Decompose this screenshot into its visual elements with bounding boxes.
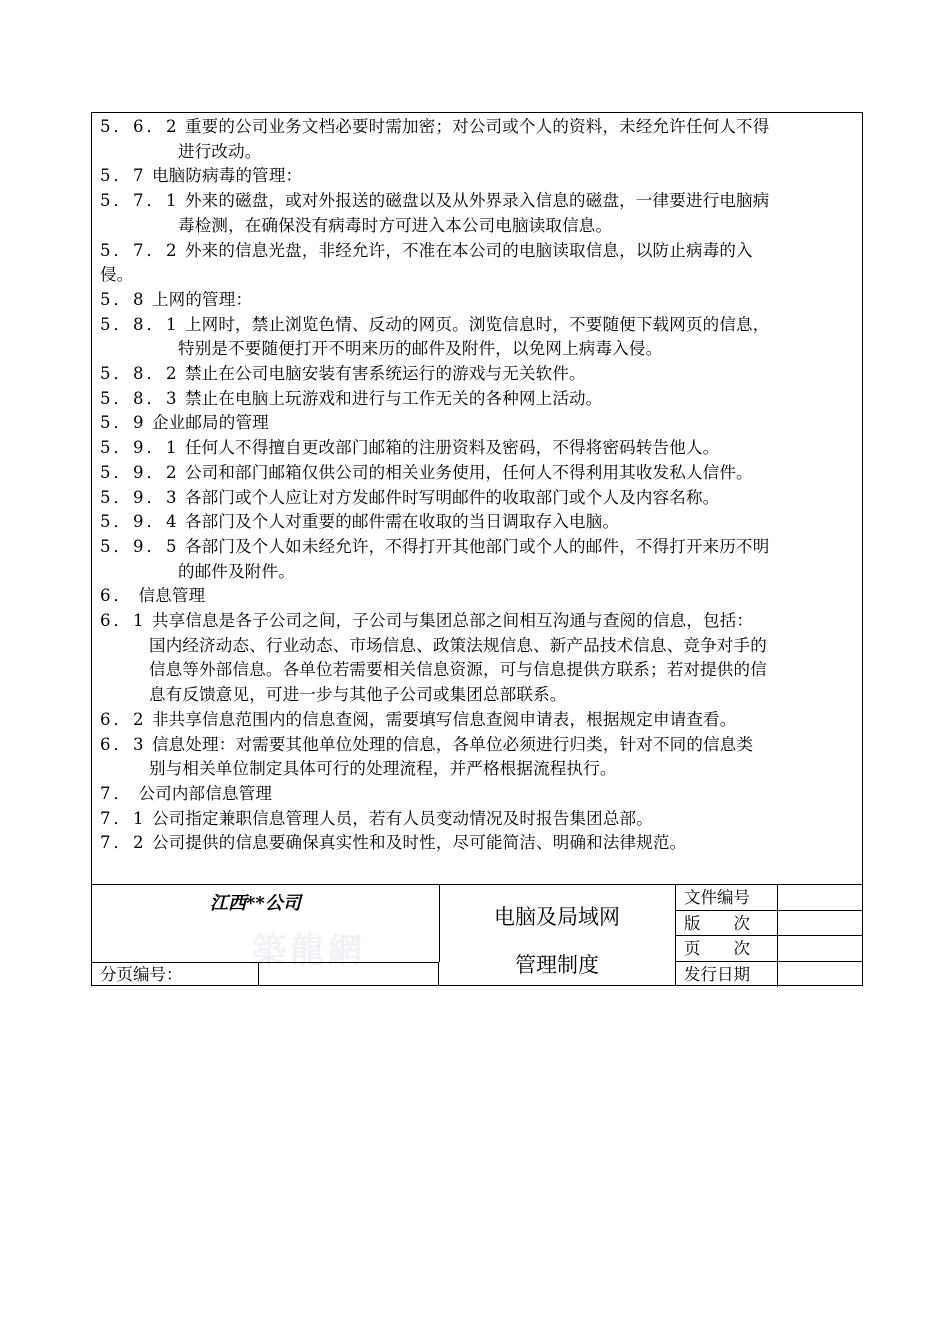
clause-number: 5．8．1	[100, 314, 180, 334]
subpage-number-value	[259, 962, 439, 986]
clause-number: 5．9	[100, 413, 147, 433]
document-line	[100, 461, 753, 485]
document-line	[100, 189, 769, 213]
document-line	[100, 510, 619, 534]
clause-text: 进行改动。	[178, 141, 262, 161]
meta-value	[778, 936, 862, 961]
meta-value	[778, 885, 862, 910]
document-line	[100, 436, 719, 460]
document-body	[92, 113, 862, 885]
clause-number: 5．8．2	[100, 364, 180, 383]
clause-number: 5．8．3	[100, 388, 180, 408]
document-line	[100, 288, 252, 312]
document-line	[100, 115, 769, 139]
clause-number: 7．2	[100, 833, 147, 853]
clause-number: 7．1	[100, 808, 147, 828]
document-title-line-1: 电脑及局域网	[494, 905, 620, 929]
clause-number: 5．9．4	[100, 512, 180, 532]
clause-text: 禁止在公司电脑安装有害系统运行的游戏与无关软件。	[184, 364, 586, 383]
clause-text: 信息处理：对需要其他单位处理的信息，各单位必须进行归类，针对不同的信息类	[151, 734, 754, 754]
meta-value	[778, 962, 862, 988]
document-line	[100, 782, 272, 806]
document-title-cell	[439, 885, 676, 986]
clause-number: 5．9．5	[100, 536, 180, 556]
clause-text: 企业邮局的管理	[151, 413, 269, 433]
clause-text: 各部门及个人对重要的邮件需在收取的当日调取存入电脑。	[184, 512, 620, 532]
document-line	[100, 362, 586, 386]
document-line	[100, 263, 133, 287]
document-line	[100, 609, 753, 633]
clause-number: 5．7	[100, 166, 147, 186]
document-line	[149, 683, 567, 707]
document-line	[100, 535, 769, 559]
meta-label: 版 次	[676, 911, 778, 936]
meta-label: 发行日期	[676, 962, 778, 988]
company-cell	[92, 885, 440, 971]
clause-text: 别与相关单位制定具体可行的处理流程，并严格根据流程执行。	[149, 759, 617, 779]
clause-text: 各部门及个人如未经允许，不得打开其他部门或个人的邮件，不得打开来历不明	[184, 536, 770, 556]
clause-text: 国内经济动态、行业动态、市场信息、政策法规信息、新产品技术信息、竞争对手的	[149, 635, 767, 655]
clause-number: 6．	[100, 586, 133, 606]
clause-number: 5．8	[100, 289, 147, 309]
document-line	[100, 164, 302, 188]
meta-row-issue-date	[676, 962, 862, 988]
meta-label: 页 次	[676, 936, 778, 961]
clause-text: 任何人不得擅自更改部门邮箱的注册资料及密码，不得将密码转告他人。	[184, 438, 720, 458]
clause-number: 6．3	[100, 734, 147, 754]
document-line	[149, 757, 617, 781]
document-line	[149, 634, 767, 658]
clause-text: 毒检测，在确保没有病毒时方可进入本公司电脑读取信息。	[178, 215, 613, 235]
document-frame	[91, 112, 863, 986]
clause-number: 5．9．3	[100, 487, 180, 507]
clause-text: 公司提供的信息要确保真实性和及时性，尽可能简洁、明确和法律规范。	[151, 833, 687, 853]
document-line	[178, 214, 612, 238]
document-line	[100, 411, 269, 435]
clause-text: 外来的信息光盘，非经允许，不准在本公司的电脑读取信息，以防止病毒的入	[184, 240, 753, 260]
document-line	[100, 733, 753, 757]
document-line	[100, 807, 653, 831]
document-title-line-2: 管理制度	[515, 953, 599, 977]
clause-number: 6．2	[100, 709, 147, 729]
subpage-number-label: 分页编号：	[92, 962, 259, 986]
meta-value	[778, 911, 862, 936]
clause-text: 公司指定兼职信息管理人员，若有人员变动情况及时报告集团总部。	[151, 808, 653, 828]
clause-text: 禁止在电脑上玩游戏和进行与工作无关的各种网上活动。	[184, 388, 603, 408]
document-line	[149, 658, 767, 682]
clause-text: 各部门或个人应让对方发邮件时写明邮件的收取部门或个人及内容名称。	[184, 487, 720, 507]
document-line	[100, 239, 753, 263]
document-line	[178, 560, 295, 584]
clause-text: 特别是不要随便打开不明来历的邮件及附件，以免网上病毒入侵。	[178, 339, 663, 359]
clause-text: 重要的公司业务文档必要时需加密；对公司或个人的资料，未经允许任何人不得	[184, 117, 770, 136]
meta-label: 文件编号	[676, 885, 778, 910]
clause-number: 7．	[100, 783, 133, 803]
clause-number: 5．6．2	[100, 117, 180, 136]
watermark: 築龍網	[252, 931, 366, 971]
clause-text: 息有反馈意见，可进一步与其他子公司或集团总部联系。	[149, 685, 567, 705]
clause-number: 5．9．2	[100, 462, 180, 482]
clause-text: 侵。	[100, 265, 134, 285]
clause-text: 的邮件及附件。	[178, 561, 295, 581]
meta-row-file-number	[676, 885, 862, 911]
meta-row-page	[676, 936, 862, 962]
clause-number: 5．9．1	[100, 438, 180, 458]
document-line	[100, 486, 719, 510]
meta-row-version	[676, 911, 862, 937]
clause-text: 电脑防病毒的管理：	[151, 166, 303, 186]
clause-text: 上网时，禁止浏览色情、反动的网页。浏览信息时，不要随便下载网页的信息，	[184, 314, 770, 334]
clause-text: 上网的管理：	[151, 289, 253, 309]
company-name: 江西**公司	[210, 893, 301, 914]
document-line	[100, 584, 205, 608]
document-footer	[92, 885, 862, 985]
document-line	[178, 337, 662, 361]
clause-number: 6．1	[100, 611, 147, 630]
document-line	[100, 387, 602, 411]
document-line	[100, 313, 769, 337]
clause-text: 共享信息是各子公司之间，子公司与集团总部之间相互沟通与查阅的信息，包括：	[151, 611, 754, 630]
clause-text: 非共享信息范围内的信息查阅，需要填写信息查阅申请表，根据规定申请查看。	[151, 709, 737, 729]
document-line	[178, 140, 262, 164]
clause-number: 5．7．2	[100, 240, 180, 260]
clause-text: 外来的磁盘，或对外报送的磁盘以及从外界录入信息的磁盘，一律要进行电脑病	[184, 191, 770, 211]
clause-text: 信息管理	[138, 586, 206, 606]
clause-number: 5．7．1	[100, 191, 180, 211]
clause-text: 公司和部门邮箱仅供公司的相关业务使用，任何人不得利用其收发私人信件。	[184, 462, 753, 482]
clause-text: 公司内部信息管理	[138, 783, 273, 803]
document-line	[100, 831, 686, 855]
document-line	[100, 708, 736, 732]
clause-text: 信息等外部信息。各单位若需要相关信息资源，可与信息提供方联系；若对提供的信	[149, 660, 767, 680]
